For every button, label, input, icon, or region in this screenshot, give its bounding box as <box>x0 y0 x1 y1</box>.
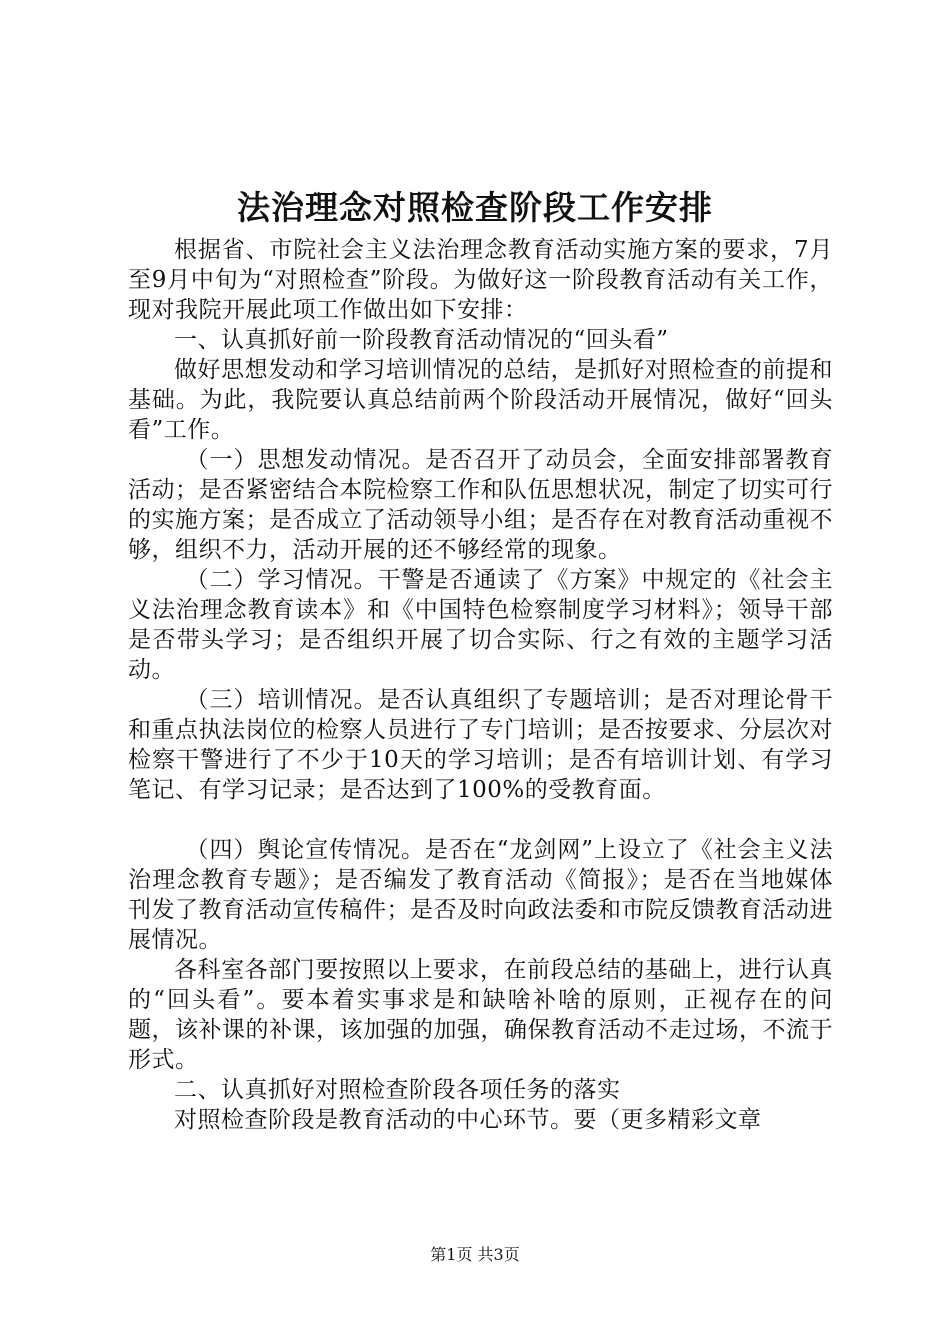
paragraph-requirements: 各科室各部门要按照以上要求，在前段总结的基础上，进行认真的“回头看”。要本着实事求是和缺啥补啥的原则，正视存在的问题，该补课的补课，该加强的加强，确保教育活动不走过场，不流于形式。 <box>128 957 833 1073</box>
document-body <box>128 235 833 1135</box>
paragraph-item-3: （三）培训情况。是否认真组织了专题培训；是否对理论骨干和重点执法岗位的检察人员进行了专门培训；是否按要求、分层次对检察干警进行了不少于10天的学习培训；是否有培训计划、有学习笔记、有学习记录；是否达到了100%的受教育面。 <box>128 687 833 803</box>
paragraph-item-2: （二）学习情况。干警是否通读了《方案》中规定的《社会主义法治理念教育读本》和《中国特色检察制度学习材料》；领导干部是否带头学习；是否组织开展了切合实际、行之有效的主题学习活动。 <box>128 567 833 683</box>
paragraph-review: 做好思想发动和学习培训情况的总结，是抓好对照检查的前提和基础。为此，我院要认真总结前两个阶段活动开展情况，做好“回头看”工作。 <box>128 357 833 443</box>
paragraph-stage: 对照检查阶段是教育活动的中心环节。要（更多精彩文章 <box>174 1107 762 1133</box>
document-title: 法治理念对照检查阶段工作安排 <box>237 188 713 227</box>
section-heading-2: 二、认真抓好对照检查阶段各项任务的落实 <box>174 1077 621 1103</box>
section-heading-1: 一、认真抓好前一阶段教育活动情况的“回头看” <box>174 327 669 353</box>
page-footer: 第1页 共3页 <box>430 1245 520 1264</box>
paragraph-intro: 根据省、市院社会主义法治理念教育活动实施方案的要求，7月至9月中旬为“对照检查”阶段。为做好这一阶段教育活动有关工作，现对我院开展此项工作做出如下安排： <box>128 237 833 323</box>
paragraph-item-1: （一）思想发动情况。是否召开了动员会，全面安排部署教育活动；是否紧密结合本院检察工作和队伍思想状况，制定了切实可行的实施方案；是否成立了活动领导小组；是否存在对教育活动重视不够，组织不力，活动开展的还不够经常的现象。 <box>128 447 833 563</box>
paragraph-item-4: （四）舆论宣传情况。是否在“龙剑网”上设立了《社会主义法治理念教育专题》；是否编发了教育活动《简报》；是否在当地媒体刊发了教育活动宣传稿件；是否及时向政法委和市院反馈教育活动进展情况。 <box>128 837 833 953</box>
